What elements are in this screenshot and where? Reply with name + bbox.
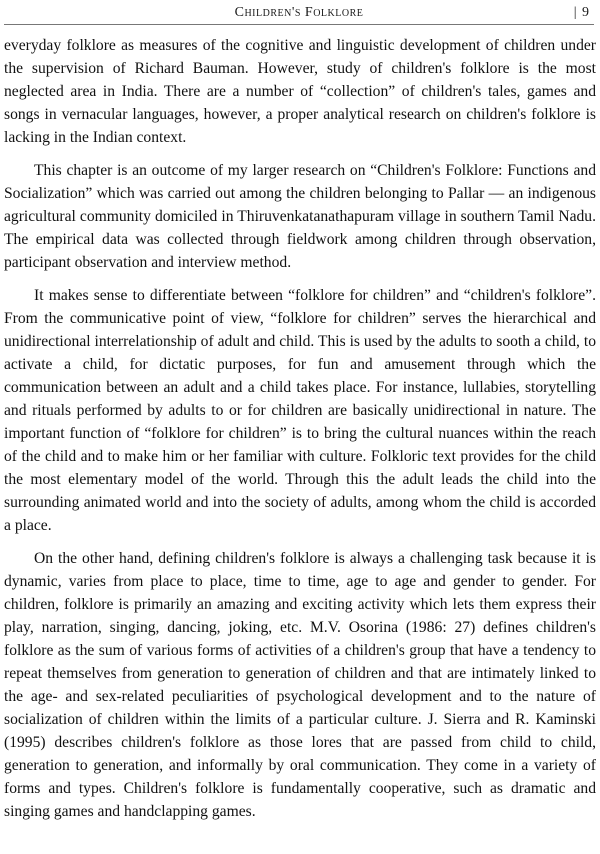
paragraph-1: everyday folklore as measures of the cognitive and linguistic development of children under the supervision of Richard Bauman. However, study of children's folklore is the most neglected area in India. There are a number of “collection” of children's tales, games and songs in vernacular languages, however, a proper analytical research on children's folklore is lacking in the Indian context. [4,37,596,146]
chapter-title: Children's Folklore [234,5,364,20]
paragraph-3: It makes sense to differentiate between “folklore for children” and “children's folklore”. From the communicative point of view, “folklore for children” serves the hierarchical and unidirectional interrelationship of adult and child. This is used by the adults to sooth a child, to activate a child, for dictatic purposes, for fun and amusement through which the communication between an adult and a child takes place. For instance, lullabies, storytelling and rituals performed by adults to or for children are basically unidirectional in nature. The important function of “folklore for children” is to bring the cultural nuances within the reach of the child and to make him or her familiar with culture. Folkloric text provides for the child the most elementary model of the world. Through this the adult leads the child into the surrounding animated world and into the society of adults, among whom the child is accorded a place. [4,287,596,534]
body-text [4,34,596,833]
paragraph-4: On the other hand, defining children's folklore is always a challenging task because it is dynamic, varies from place to place, time to time, age to age and gender to gender. For children, folklore is primarily an amazing and exciting activity which lets them express their play, narration, singing, dancing, joking, etc. M.V. Osorina (1986: 27) defines children's folklore as the sum of various forms of activities of a children's group that have a tendency to repeat themselves from generation to generation of children and that are intimately linked to the age- and sex-related peculiarities of psychological development and to the nature of socialization of children within the limits of a particular culture. J. Sierra and R. Kaminski (1995) describes children's folklore as those lores that are passed from child to child, generation to generation, and informally by oral communication. They come in a variety of forms and types. Children's folklore is fundamentally cooperative, such as dramatic and singing games and handclapping games. [4,550,596,820]
paragraph-2: This chapter is an outcome of my larger research on “Children's Folklore: Functions and Socialization” which was carried out among the children belonging to Pallar — an indigenous agricultural community domiciled in Thiruvenkatanathapuram village in southern Tamil Nadu. The empirical data was collected through fieldwork among children through observation, participant observation and interview method. [4,162,596,271]
running-header [4,2,594,25]
page-number: | 9 [573,5,590,20]
